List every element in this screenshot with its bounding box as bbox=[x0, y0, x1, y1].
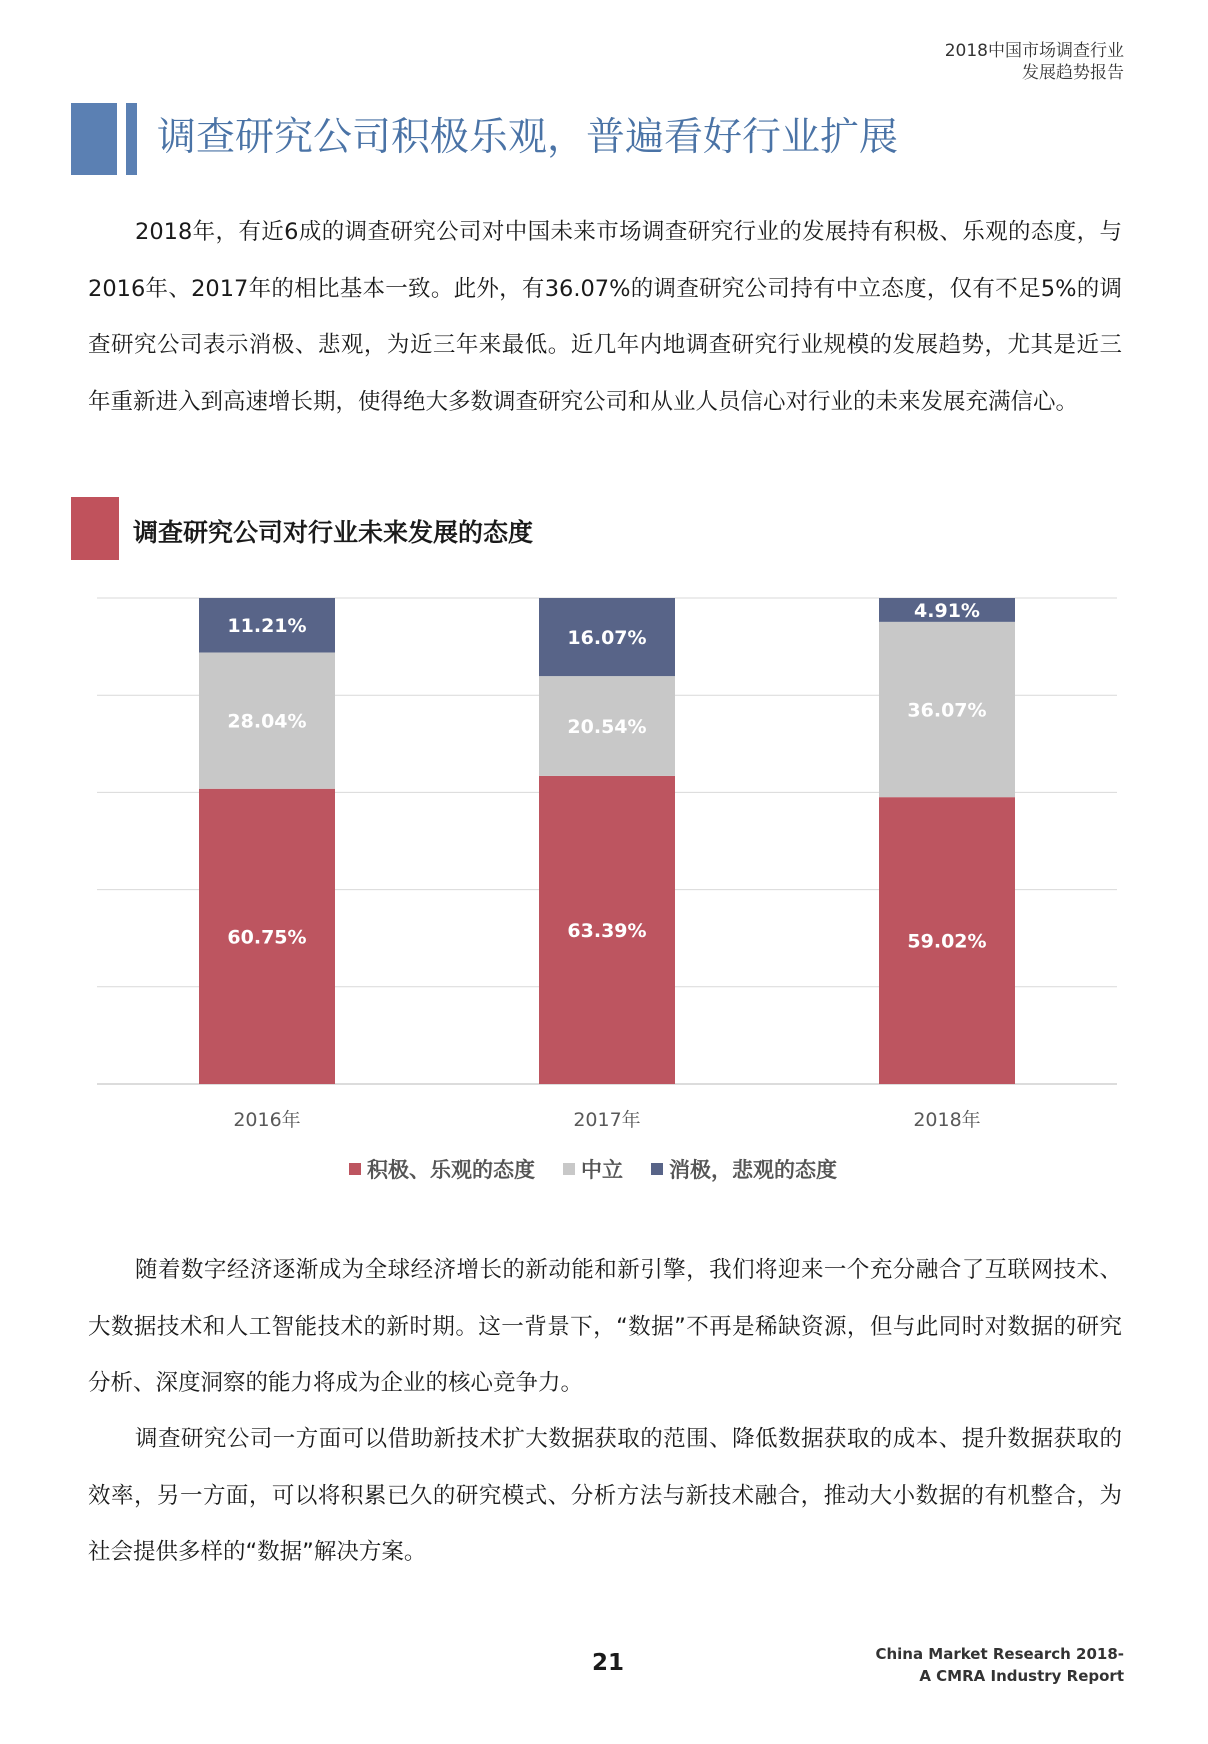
x-tick-label: 2017年 bbox=[573, 1109, 641, 1131]
legend-swatch-negative bbox=[651, 1163, 663, 1175]
x-tick-label: 2018年 bbox=[913, 1109, 981, 1131]
chart-section-title: 调查研究公司对行业未来发展的态度 bbox=[133, 518, 534, 547]
page-title: 调查研究公司积极乐观，普遍看好行业扩展 bbox=[157, 115, 899, 160]
legend-label-positive: 积极、乐观的态度 bbox=[367, 1158, 535, 1182]
legend-label-negative: 消极，悲观的态度 bbox=[669, 1158, 837, 1182]
header-line-1: 2018中国市场调查行业 bbox=[944, 41, 1124, 61]
header-line-2: 发展趋势报告 bbox=[1022, 63, 1124, 83]
legend-swatch-positive bbox=[349, 1163, 361, 1175]
footer-brand-line-1: China Market Research 2018- bbox=[875, 1645, 1124, 1663]
body-paragraph-2: 调查研究公司一方面可以借助新技术扩大数据获取的范围、降低数据获取的成本、提升数据获取的效率，另一方面，可以将积累已久的研究模式、分析方法与新技术融合，推动大小数据的有机整合，为社会提供多样的“数据”解决方案。 bbox=[88, 1426, 1122, 1565]
title-accent-stripe bbox=[126, 103, 137, 175]
legend-item-positive bbox=[349, 1154, 535, 1184]
data-label: 4.91% bbox=[914, 599, 980, 622]
stacked-bar-chart bbox=[0, 580, 1208, 1140]
data-label: 60.75% bbox=[227, 926, 307, 949]
x-tick-label: 2016年 bbox=[233, 1109, 301, 1131]
legend-swatch-neutral bbox=[563, 1163, 575, 1175]
section-title-marker bbox=[71, 497, 119, 560]
footer-brand-line-2: A CMRA Industry Report bbox=[919, 1667, 1124, 1685]
page-number: 21 bbox=[592, 1650, 625, 1676]
data-label: 59.02% bbox=[907, 930, 987, 953]
report-header bbox=[945, 40, 1124, 84]
data-label: 36.07% bbox=[907, 699, 987, 722]
data-label: 63.39% bbox=[567, 919, 647, 942]
data-label: 28.04% bbox=[227, 710, 307, 733]
chart-legend bbox=[349, 1154, 837, 1184]
footer-brand bbox=[875, 1643, 1124, 1687]
data-label: 11.21% bbox=[227, 615, 307, 638]
intro-paragraph: 2018年，有近6成的调查研究公司对中国未来市场调查研究行业的发展持有积极、乐观的态度，与2016年、2017年的相比基本一致。此外，有36.07%的调查研究公司持有中立态度，仅有不足5%的调查研究公司表示消极、悲观，为近三年来最低。近几年内地调查研究行业规模的发展趋势，尤其是近三年重新进入到高速增长期，使得绝大多数调查研究公司和从业人员信心对行业的未来发展充满信心。 bbox=[88, 219, 1122, 415]
legend-item-neutral bbox=[563, 1154, 623, 1184]
legend-item-negative bbox=[651, 1154, 837, 1184]
body-paragraph-1: 随着数字经济逐渐成为全球经济增长的新动能和新引擎，我们将迎来一个充分融合了互联网技术、大数据技术和人工智能技术的新时期。这一背景下，“数据”不再是稀缺资源，但与此同时对数据的研究分析、深度洞察的能力将成为企业的核心竞争力。 bbox=[88, 1257, 1122, 1396]
title-accent-bar bbox=[71, 103, 117, 175]
data-label: 16.07% bbox=[567, 627, 647, 650]
data-label: 20.54% bbox=[567, 716, 647, 739]
legend-label-neutral: 中立 bbox=[581, 1158, 623, 1182]
